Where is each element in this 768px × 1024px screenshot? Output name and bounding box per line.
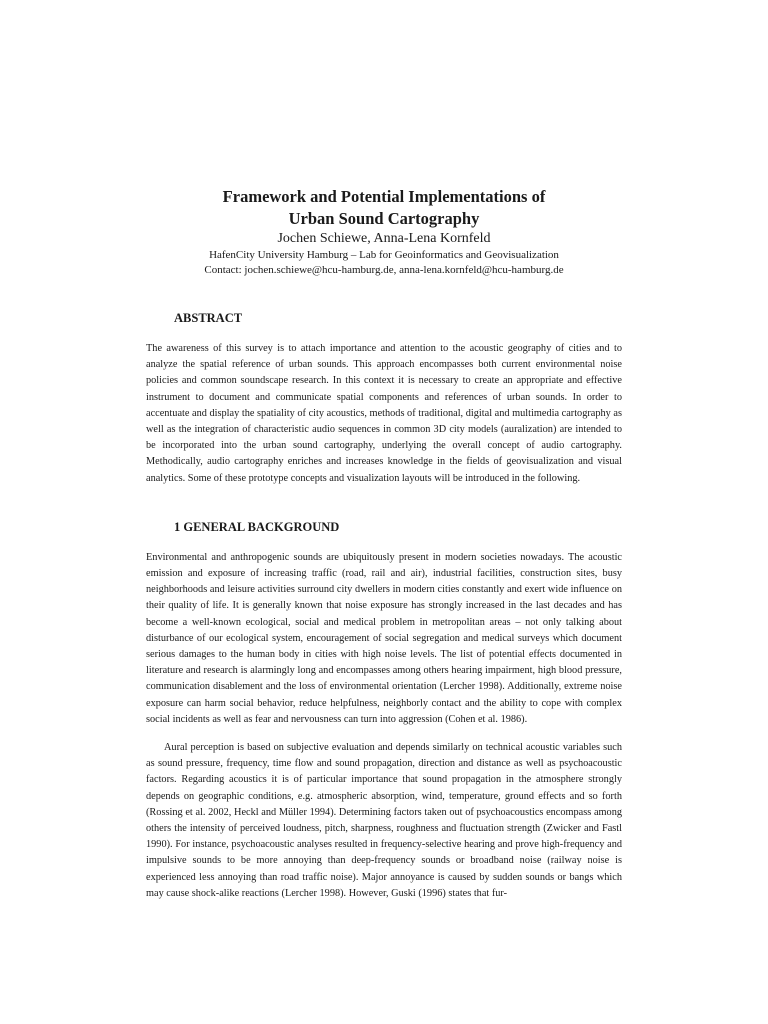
background-paragraph-2: Aural perception is based on subjective evaluation and depends similarly on technical acoustic variables such as sound pressure, frequency, time flow and sound propagation, direction and distance as well as psychoacoustic factors. Regarding acoustics it is of particular importance that sound propagation in the atmosphere strongly depends on geographic conditions, e.g. atmospheric absorption, wind, temperature, ground effects and so forth (Rossing et al. 2002, Heckl and Müller 1994). Determining factors taken out of psychoacoustics encompass among others the intensity of perceived loudness, pitch, sharpness, roughness and fluctuation strength (Zwicker and Fastl 1990). For instance, psychoacoustic analyses resulted in frequency-selective hearing and prove high-frequency and impulsive sounds to be more annoying than deep-frequency sounds or broadband noise (railway noise is experienced less annoying than road traffic noise). Major annoyance is caused by sudden sounds or bangs which may cause shock-alike reactions (Lercher 1998). However, Guski (1996) states that fur-: [146, 742, 622, 899]
paper-contact: Contact: jochen.schiewe@hcu-hamburg.de, anna-lena.kornfeld@hcu-hamburg.de: [204, 264, 564, 276]
section-heading-general-background: 1 GENERAL BACKGROUND: [174, 519, 340, 534]
paper-affiliation: HafenCity University Hamburg – Lab for Geoinformatics and Geovisualization: [209, 249, 559, 261]
paper-page: [146, 186, 622, 902]
background-paragraph-1: Environmental and anthropogenic sounds are ubiquitously present in modern societies nowadays. The acoustic emission and exposure of increasing traffic (road, rail and air), industrial facilities, construction sites, busy neighborhoods and leisure activities surround city dwellers in modern cities constantly and exert wide influence on their quality of life. It is generally known that noise exposure has strongly increased in the last decades and has become a well-known ecological, social and medical problem in metropolitan areas – not only talking about disturbance of our ecological system, encouragement of social segregation and medical surveys which document serious damages to the human body in cities with high noise levels. The list of potential effects documented in literature and research is alarmingly long and encompasses among others hearing impairment, high blood pressure, communication disablement and the loss of environmental orientation (Lercher 1998). Additionally, extreme noise exposure can harm social behavior, reduce helpfulness, neighborly contact and the ability to cope with complex social incidents as well as fear and nervousness can turn into aggression (Cohen et al. 1986).: [146, 551, 622, 725]
abstract-heading: ABSTRACT: [174, 311, 243, 325]
abstract-text: The awareness of this survey is to attach importance and attention to the acoustic geography of cities and to analyze the spatial reference of urban sounds. This approach encompasses both current environmental noise policies and common soundscape research. In this context it is necessary to create an appropriate and effective instrument to document and communicate spatial components and references of urban sounds. In order to accentuate and display the spatiality of city acoustics, methods of traditional, digital and multimedia cartography as well as the integration of characteristic audio sequences in common 3D city models (auralization) are intended to be incorporated into the urban sound cartography, underlying the overall concept of audio cartography. Methodically, audio cartography enriches and increases knowledge in the fields of geovisualization and visual analytics. Some of these prototype concepts and visualization layouts will be introduced in the following.: [146, 343, 622, 484]
paper-title-line-1: Framework and Potential Implementations of: [222, 187, 546, 206]
paper-title-line-2: Urban Sound Cartography: [288, 209, 480, 228]
paper-authors: Jochen Schiewe, Anna-Lena Kornfeld: [277, 231, 491, 246]
